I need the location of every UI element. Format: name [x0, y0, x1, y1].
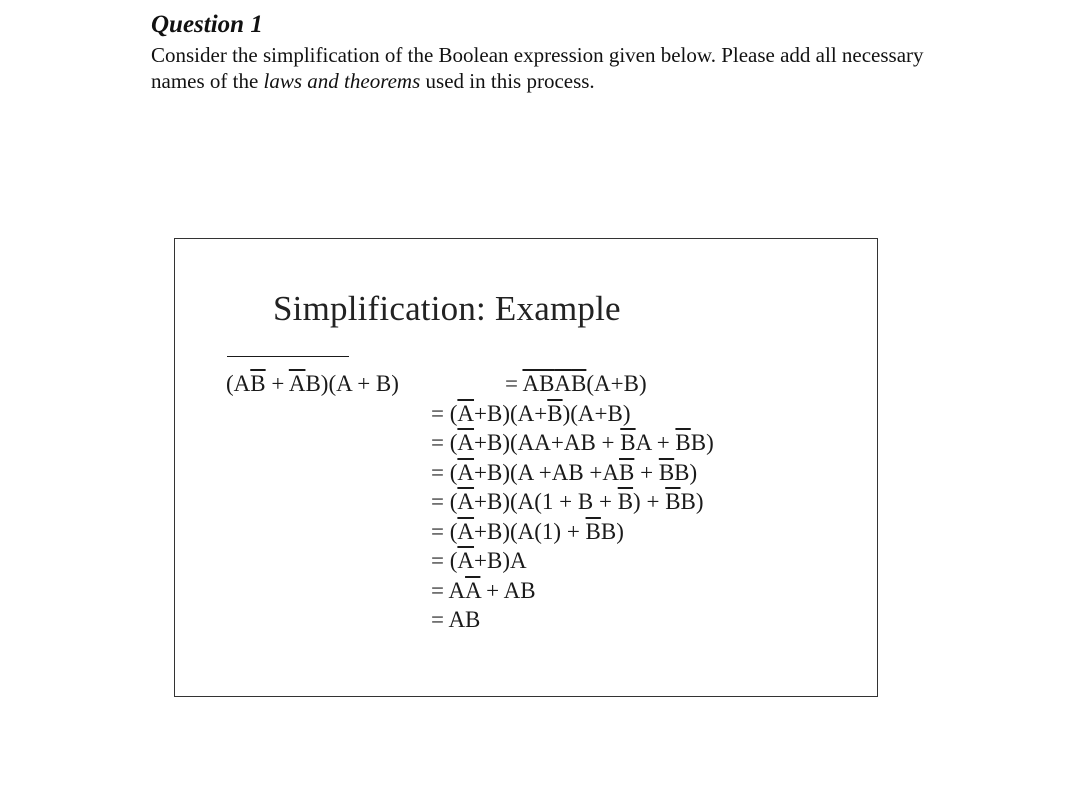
complemented-term: $\overline{B}$ [571, 371, 587, 396]
question-text-emphasis: laws and theorems [263, 69, 421, 93]
simplification-step [431, 578, 536, 604]
complemented-term: $\overline{A}$ [457, 489, 475, 514]
expression-term: +B)(A+ [474, 400, 548, 426]
question-title: Question 1 [151, 11, 263, 38]
complemented-term: $\overline{AB}$ [522, 371, 555, 396]
simplification-step [431, 460, 697, 486]
complement-bar [227, 356, 349, 357]
simplification-step [431, 489, 704, 515]
example-slide [174, 238, 878, 697]
expression-term: = ( [431, 459, 458, 485]
expression-term: + AB [480, 577, 536, 603]
question-text [151, 42, 931, 94]
simplification-step [431, 401, 630, 427]
expression-term: B) [690, 430, 714, 455]
complemented-term: $\overline{A}$ [457, 430, 475, 455]
expression-term: B) [680, 489, 704, 514]
expression-term: = ( [431, 430, 458, 455]
expression-term: ) + [633, 489, 666, 514]
question-text-part: Consider the simplification of the Boolean expression given below. Please add all necessary names of the [151, 43, 924, 93]
simplification-step [431, 430, 714, 456]
simplification-step [431, 607, 480, 633]
complemented-term: $\overline{B}$ [585, 518, 601, 544]
expression-term: = ( [431, 518, 458, 544]
complemented-term: $\overline{B}$ [250, 371, 266, 396]
complemented-term: $\overline{B}$ [547, 400, 563, 426]
expression-term: +B)(A(1) + [474, 518, 586, 544]
expression-term: +B)(A(1 + B + [474, 489, 618, 514]
expression-term: A + [635, 430, 676, 455]
simplification-step [505, 371, 647, 397]
expression-term: = [505, 371, 523, 396]
expression-term: = ( [431, 548, 458, 573]
expression-term: = A [431, 577, 466, 603]
complemented-term: $\overline{A}$ [457, 459, 475, 485]
slide-title: Simplification: Example [273, 289, 621, 328]
expression-term: = ( [431, 400, 458, 426]
expression-term: (A+B) [586, 371, 647, 396]
expression-term: B)(A + B) [305, 371, 399, 396]
complemented-term: $\overline{A}$ [457, 400, 475, 426]
complemented-term: $\overline{A}$ [457, 518, 475, 544]
expression-term: +B)(A +AB +A [474, 459, 619, 485]
complemented-term: $\overline{B}$ [658, 459, 675, 485]
expression-term: B) [674, 459, 698, 485]
complemented-term: $\overline{B}$ [617, 489, 634, 514]
expression-lhs [226, 371, 399, 397]
complemented-term: $\overline{B}$ [675, 430, 691, 455]
expression-term: = ( [431, 489, 458, 514]
complemented-term: $\overline{B}$ [620, 430, 636, 455]
complemented-term: $\overline{A}$ [457, 548, 475, 573]
expression-term: + [265, 371, 289, 396]
simplification-step [431, 548, 527, 574]
question-text-part: used in this process. [420, 69, 595, 93]
complemented-term: $\overline{A}$ [465, 577, 481, 603]
expression-term: + [634, 459, 659, 485]
expression-term: )(A+B) [562, 400, 631, 426]
expression-term: = AB [431, 607, 481, 632]
complemented-term: $\overline{B}$ [665, 489, 681, 514]
expression-term: +B)(AA+AB + [474, 430, 621, 455]
expression-term: (A [226, 371, 251, 396]
complemented-term: $\overline{A}$ [554, 371, 572, 396]
expression-term: +B)A [474, 548, 527, 573]
simplification-step [431, 519, 624, 545]
complemented-term: $\overline{A}$ [288, 371, 306, 396]
complemented-term: $\overline{B}$ [619, 459, 635, 485]
expression-term: B) [600, 518, 624, 544]
